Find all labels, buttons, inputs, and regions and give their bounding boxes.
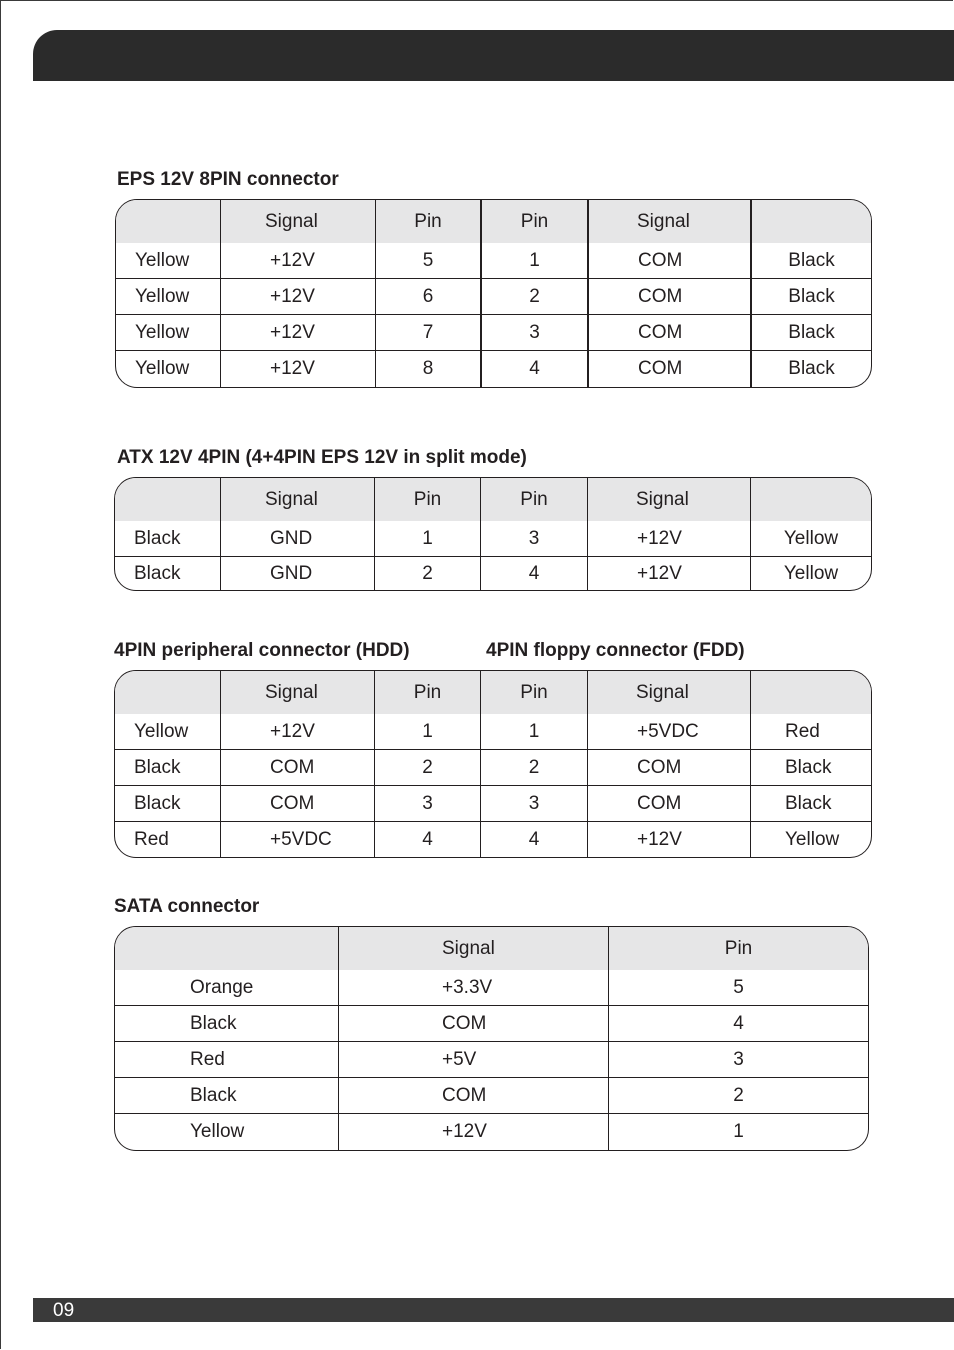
- header-cell: [115, 478, 221, 521]
- pin-cell: 2: [481, 750, 588, 786]
- wire-color-cell: Black: [751, 750, 871, 786]
- periph-table: [114, 670, 872, 858]
- signal-cell: +12V: [339, 1114, 609, 1150]
- wire-color-cell: Black: [788, 358, 835, 379]
- pin-cell: 2: [609, 1078, 868, 1114]
- signal-cell: COM: [339, 1078, 609, 1114]
- sata-table: [114, 926, 869, 1151]
- sata-title: SATA connector: [114, 896, 260, 917]
- header-cell: Pin: [482, 200, 589, 243]
- signal-cell: +12V: [221, 243, 376, 279]
- header-cell: [115, 671, 221, 714]
- table-row: [115, 521, 871, 557]
- pin-cell: 1: [482, 243, 589, 279]
- pin-cell: 3: [481, 786, 588, 822]
- signal-cell: +5VDC: [588, 714, 751, 750]
- table-row: [116, 351, 871, 387]
- wire-color-cell: Black: [115, 1006, 339, 1042]
- signal-cell: GND: [221, 521, 375, 557]
- header-cell: Pin: [375, 671, 481, 714]
- table-header-row: [115, 478, 871, 521]
- table-header-row: [116, 200, 871, 243]
- eps-title: EPS 12V 8PIN connector: [117, 169, 339, 190]
- header-cell: Signal: [221, 478, 375, 521]
- header-cell: Signal: [589, 200, 752, 243]
- wire-color-cell: Yellow: [783, 562, 839, 584]
- table-row: [115, 822, 871, 857]
- wire-color-cell: Red: [751, 714, 871, 750]
- wire-color-cell: Yellow: [115, 714, 221, 750]
- eps-table: [115, 199, 872, 388]
- signal-cell: COM: [589, 351, 752, 387]
- pin-cell: 4: [375, 822, 481, 857]
- header-cell: [115, 927, 339, 970]
- signal-cell: COM: [588, 750, 751, 786]
- wire-color-cell: Black: [115, 521, 221, 557]
- pin-cell: 4: [482, 351, 589, 387]
- table-row: [115, 557, 871, 590]
- signal-cell: COM: [221, 750, 375, 786]
- header-cell: Signal: [339, 927, 609, 970]
- table-header-row: [115, 927, 868, 970]
- wire-color-cell: Yellow: [116, 279, 221, 315]
- header-cell: Signal: [221, 671, 375, 714]
- table-row: [116, 243, 871, 279]
- header-cell: Signal: [221, 200, 376, 243]
- table-row: [115, 714, 871, 750]
- signal-cell: COM: [339, 1006, 609, 1042]
- pin-cell: 8: [376, 351, 482, 387]
- signal-cell: +3.3V: [339, 970, 609, 1006]
- signal-cell: +12V: [221, 714, 375, 750]
- pin-cell: 1: [375, 714, 481, 750]
- pin-cell: 5: [609, 970, 868, 1006]
- table-header-row: [115, 671, 871, 714]
- table-row: [115, 970, 868, 1006]
- signal-cell: +12V: [221, 279, 376, 315]
- signal-cell: COM: [588, 786, 751, 822]
- pin-cell: 4: [481, 557, 588, 590]
- header-cell: Pin: [375, 478, 481, 521]
- wire-color-cell: Black: [115, 1078, 339, 1114]
- wire-color-cell: Yellow: [115, 1114, 339, 1150]
- wire-color-cell: Red: [115, 822, 221, 857]
- signal-cell: +12V: [221, 315, 376, 351]
- pin-cell: 4: [481, 822, 588, 857]
- wire-color-cell: Orange: [115, 970, 339, 1006]
- signal-cell: COM: [589, 243, 752, 279]
- wire-color-cell: Red: [115, 1042, 339, 1078]
- pin-cell: 1: [481, 714, 588, 750]
- signal-cell: +12V: [588, 521, 751, 557]
- fdd-title: 4PIN floppy connector (FDD): [486, 640, 745, 661]
- pin-cell: 3: [481, 521, 588, 557]
- header-cell: Pin: [481, 671, 588, 714]
- pin-cell: 3: [482, 315, 589, 351]
- signal-cell: +12V: [588, 557, 751, 590]
- header-cell: Pin: [481, 478, 588, 521]
- wire-color-cell: Black: [115, 750, 221, 786]
- table-row: [115, 1042, 868, 1078]
- pin-cell: 2: [482, 279, 589, 315]
- header-cell: Pin: [376, 200, 482, 243]
- wire-color-cell: Black: [751, 786, 871, 822]
- header-cell: Pin: [609, 927, 868, 970]
- table-row: [116, 315, 871, 351]
- header-cell: [752, 200, 871, 243]
- pin-cell: 6: [376, 279, 482, 315]
- table-row: [115, 750, 871, 786]
- atx-table: [114, 477, 872, 591]
- signal-cell: COM: [221, 786, 375, 822]
- header-cell: Signal: [588, 478, 751, 521]
- table-row: [115, 1006, 868, 1042]
- header-cell: [751, 671, 871, 714]
- header-cell: [116, 200, 221, 243]
- header-bar: [33, 30, 954, 81]
- header-cell: [751, 478, 871, 521]
- pin-cell: 1: [733, 1121, 744, 1142]
- table-row: [115, 1114, 868, 1150]
- page-number: 09: [53, 1300, 75, 1321]
- hdd-title: 4PIN peripheral connector (HDD): [114, 640, 410, 661]
- signal-cell: COM: [589, 279, 752, 315]
- pin-cell: 5: [376, 243, 482, 279]
- signal-cell: GND: [221, 557, 375, 590]
- wire-color-cell: Black: [752, 279, 871, 315]
- pin-cell: 4: [609, 1006, 868, 1042]
- pin-cell: 3: [375, 786, 481, 822]
- table-row: [115, 1078, 868, 1114]
- signal-cell: +5V: [339, 1042, 609, 1078]
- wire-color-cell: Yellow: [116, 351, 221, 387]
- pin-cell: 3: [609, 1042, 868, 1078]
- pin-cell: 2: [375, 750, 481, 786]
- wire-color-cell: Black: [752, 243, 871, 279]
- wire-color-cell: Black: [115, 786, 221, 822]
- wire-color-cell: Yellow: [751, 521, 871, 557]
- footer-bar: [33, 1298, 954, 1322]
- header-cell: Signal: [588, 671, 751, 714]
- atx-title: ATX 12V 4PIN (4+4PIN EPS 12V in split mode): [117, 447, 527, 468]
- pin-cell: 7: [376, 315, 482, 351]
- wire-color-cell: Yellow: [785, 828, 840, 850]
- table-row: [115, 786, 871, 822]
- pin-cell: 1: [375, 521, 481, 557]
- signal-cell: +12V: [588, 822, 751, 857]
- wire-color-cell: Yellow: [116, 243, 221, 279]
- wire-color-cell: Yellow: [116, 315, 221, 351]
- wire-color-cell: Black: [752, 315, 871, 351]
- signal-cell: +12V: [221, 351, 376, 387]
- signal-cell: COM: [589, 315, 752, 351]
- pin-cell: 2: [375, 557, 481, 590]
- wire-color-cell: Black: [115, 557, 221, 590]
- signal-cell: +5VDC: [221, 822, 375, 857]
- table-row: [116, 279, 871, 315]
